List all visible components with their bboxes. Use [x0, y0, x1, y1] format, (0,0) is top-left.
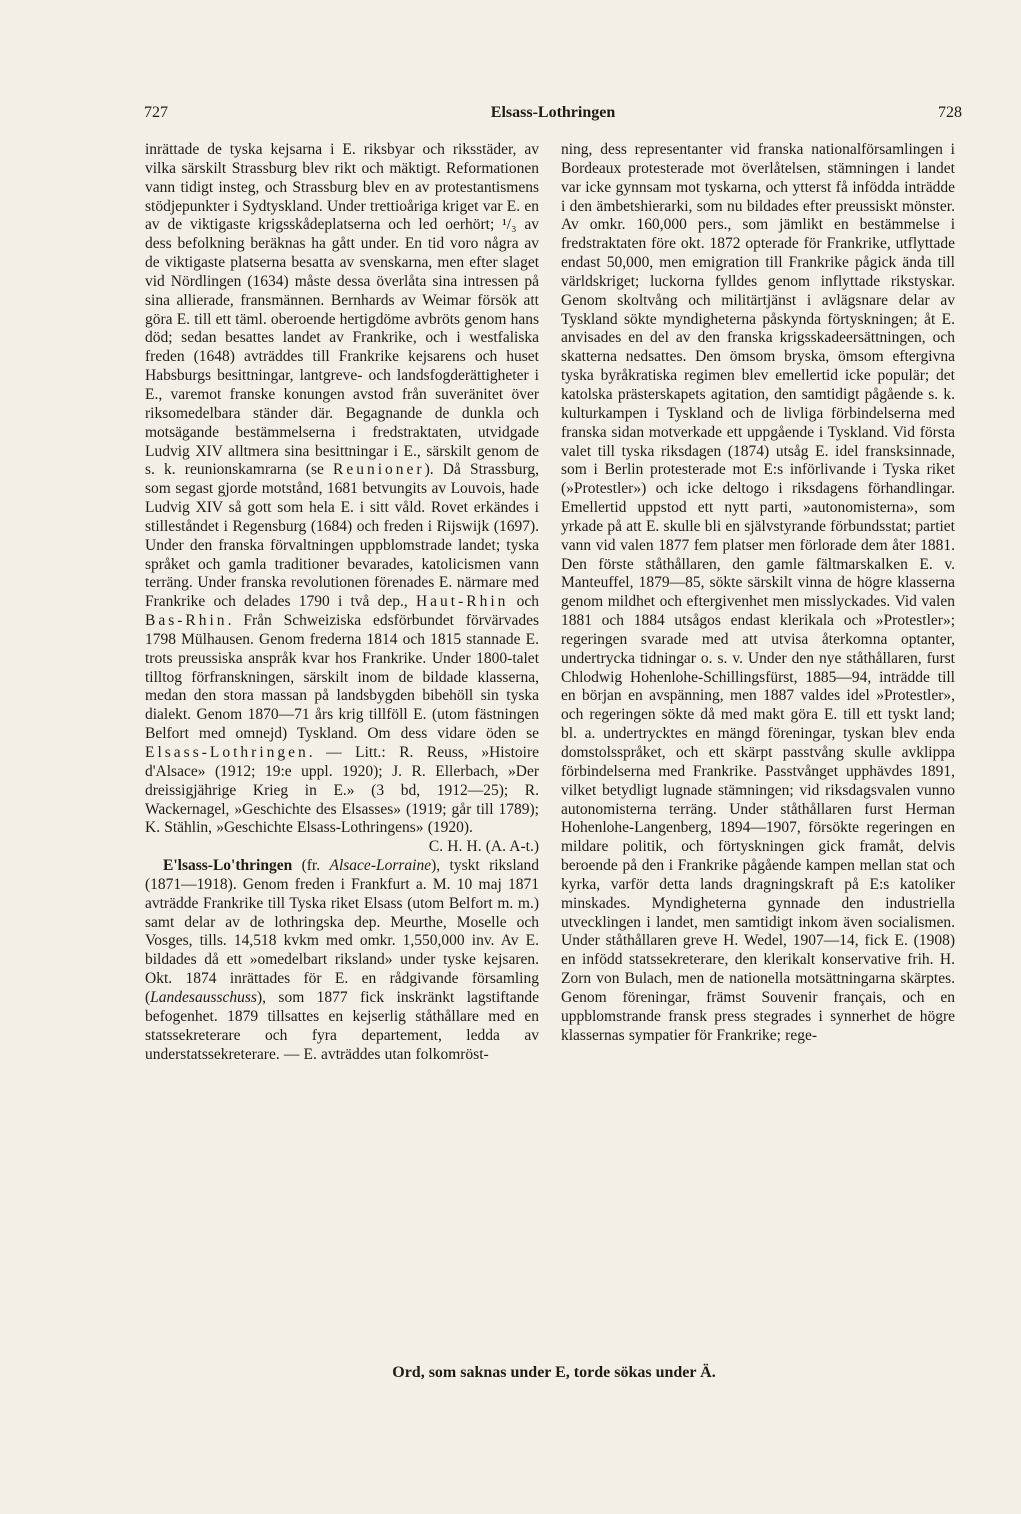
text-run: (fr.: [292, 857, 330, 875]
entry-headword: E'lsass-Lo'thringen: [163, 857, 293, 875]
author-signature: C. H. H. (A. A-t.): [428, 838, 539, 856]
french-name: Alsace-Lorraine: [329, 857, 432, 875]
text-run: . — Litt.: R. Reuss, »Histoire d'Alsace» (1912; 19:e uppl. 1920); J. R. Ellerbach, »Der dreissigjährige Krieg in E.» (3 bd, 1912—25); R. Wackernagel, »Geschichte des Elsasses» (1919; går till 1789); K. Stählin, »Geschichte Elsass-Lothringens» (1920).: [145, 744, 539, 837]
footer-note: Ord, som saknas under E, torde sökas under Ä.: [392, 1364, 716, 1381]
text-run: och: [508, 593, 539, 611]
page-header: [144, 104, 962, 124]
left-column: [145, 141, 539, 1064]
cross-reference: Elsass-Lothringen: [145, 744, 309, 761]
text-run: ), som 1877 fick inskränkt lagstiftande befogenhet. 1879 tillsattes en kejserlig ståthållare med en statssekreterare och fyra departement, ledda av understatssekreterare. — E. avträddes utan folkomröst-: [145, 988, 539, 1063]
text-run: ). Då Strassburg, som segast gjorde motstånd, 1681 betvungits av Louvois, hade Ludvig XIV så gott som hela E. i sitt våld. Rovet erkändes i stilleståndet i Regensburg (1684) och freden i Rijswijk (1697). Under den franska förvaltningen uppblomstrade landet; tyska språket och gamla traditioner bevarades, katolicismen vann terräng. Under franska revolutionen förenades E. närmare med Frankrike och delades 1790 i två dep.,: [145, 461, 539, 611]
text-run: ), tyskt riksland (1871—1918). Genom freden i Frankfurt a. M. 10 maj 1871 avträdde Frankrike till Tyska riket Elsass (utom Belfort m. m.) samt delar av de lothringska dep. Meurthe, Moselle och Vosges, tills. 14,518 kvkm med omkr. 1,550,000 inv. Av E. bildades då ett »omedelbart riksland» under tyske kejsaren. Okt. 1874 inrättades för E. en rådgivande församling (: [145, 857, 540, 1006]
right-column: [561, 141, 955, 1046]
text-run: . Från Schweiziska edsförbundet förvärvades 1798 Mülhausen. Genom frederna 1814 och 1815 stannade E. trots preussiska anspråk kvar hos Frankrike. Under 1800-talet tilltog förfranskningen, särskilt inom de bildade klasserna, medan den stora massan på landsbygden bibehöll sin tyska dialekt. Genom 1870—71 års krig tillföll E. (utom fästningen Belfort med omnejd) Tyskland. Om dess vidare öden se: [145, 612, 539, 743]
cross-reference: Bas-Rhin: [145, 612, 228, 630]
page-number-left: 727: [144, 104, 168, 121]
page-number-right: 728: [938, 104, 962, 121]
cross-reference: Reunioner: [333, 461, 425, 479]
text-run: inrättade de tyska kejsarna i E. riksbyar och riksstäder, av vilka särskilt Strassburg blev rikt och mäktigt. Reformationen vann tidigt insteg, och Strassburg blev en av protestantismens stödjepunkter i Sydtyskland. Under trettioåriga kriget var E. en av de viktigaste krigsskådeplatserna och led oerhört; ¹/₃ av dess befolkning beräknas ha gått under. En tid voro några av de viktigaste platserna besatta av svenskarna, men efter slaget vid Nördlingen (1634) måste dessa överlåta sina intressen på sina allierade, fransmännen. Bernhards av Weimar försök att göra E. till ett täml. oberoende hertigdöme avbröts genom hans död; sedan besattes landet av Frankrike, och i westfaliska freden (1648) avträddes till Frankrike kejsarens och huset Habsburgs besittningar, lantgreve- och landsfogderättigheter i E., varemot franske konungen avstod från suveränitet över riksomedelbara ständer där. Begagnande de dunkla och motsägande bestämmelserna i fredstraktaten, utvidgade Ludvig XIV alltmera sina besittningar i E., särskilt genom de s. k. reunionskamrarna (se: [145, 141, 539, 479]
italic-term: Landesausschuss: [150, 988, 257, 1006]
continued-paragraph: ning, dess representanter vid franska nationalförsamlingen i Bordeaux protesterade mot överlåtelsen, stämningen i landet var icke gynnsam mot tyskarna, och ytterst få infödda inträdde i den ämbetshierarki, som nu bildades efter preussiskt mönster. Av omkr. 160,000 pers., som jämlikt en bestämmelse i fredstraktaten före okt. 1872 opterade för Frankrike, utflyttade endast 50,000, men emigration till Frankrike pågick ända till världskriget; luckorna fylldes genom inflyttade rikstyskar. Genom skoltvång och militärtjänst i avlägsnare delar av Tyskland sökte myndigheterna påskynda förtyskningen; åt E. anvisades en del av den franska krigsskadeersättningen, och skatterna nedsattes. Den ömsom bryska, ömsom eftergivna tyska byråkratiska regimen blev emellertid icke populär; det katolska prästerskapets agitation, den samtidigt pågående s. k. kulturkampen i Tyskland och de livliga förbindelserna med franska sidan motverkade ett uppgående i Tyskland. Vid första valet till tyska riksdagen (1874) utsåg E. idel fransksinnade, som i Berlin protesterade mot E:s införlivande i Tyska riket (»Protestler») och icke deltogo i riksdagens förhandlingar. Emellertid uppstod ett nytt parti, »autonomisterna», som yrkade på att E. skulle bli en självstyrande förbundsstat; partiet vann vid valen 1877 fem platser men förlorade dem åter 1881. Den förste ståthållaren, den gamle fältmarskalken E. v. Manteuffel, 1879—85, sökte särskilt vinna de högre klasserna genom mildhet och eftergivenhet men misslyckades. Vid valen 1881 och 1884 utsågos endast klerikala och »Protestler»; regeringen svarade med att utvisa återkomna optanter, undertrycka tidningar o. s. v. Under den nye ståthållaren, furst Chlodwig Hohenlohe-Schillingsfürst, 1885—94, inträdde till en början en avspänning, men 1887 valdes idel »Protestler», och regeringen sökte då med makt göra E. till ett tyskt land; bl. a. undertrycktes en mängd föreningar, tyskan blev enda domstolsspråket, och ett skärpt passtvång skulle avklippa förbindelserna med Frankrike. Passtvånget upphävdes 1891, vilket betydligt lugnade stämningen; vid riksdagsvalen vunno autonomisterna terräng. Under ståthållaren furst Herman Hohenlohe-Langenberg, 1894—1907, försökte regeringen en mildare politik, och förtyskningen gick framåt, delvis beroende på den i Frankrike pågående kampen mellan stat och kyrka, varför detta lands dragningskraft på E:s katoliker minskades. Myndigheterna gynnade den industriella utvecklingen i landet, men samtidigt inkom även socialismen. Under ståthållaren greve H. Wedel, 1907—14, fick E. (1908) en infödd statssekreterare, den klerikalt konservative frih. H. Zorn von Bulach, men de nationella motsättningarna skärptes. Genom föreningar, främst Souvenir français, och en uppblomstrande fransk press stegrades i synnerhet de högre klassernas sympatier för Frankrike; rege-: [561, 141, 955, 1044]
history-paragraph: [145, 141, 539, 856]
encyclopedia-entry: [145, 857, 539, 1064]
cross-reference: Haut-Rhin: [415, 593, 509, 611]
running-title: Elsass-Lothringen: [490, 104, 616, 121]
